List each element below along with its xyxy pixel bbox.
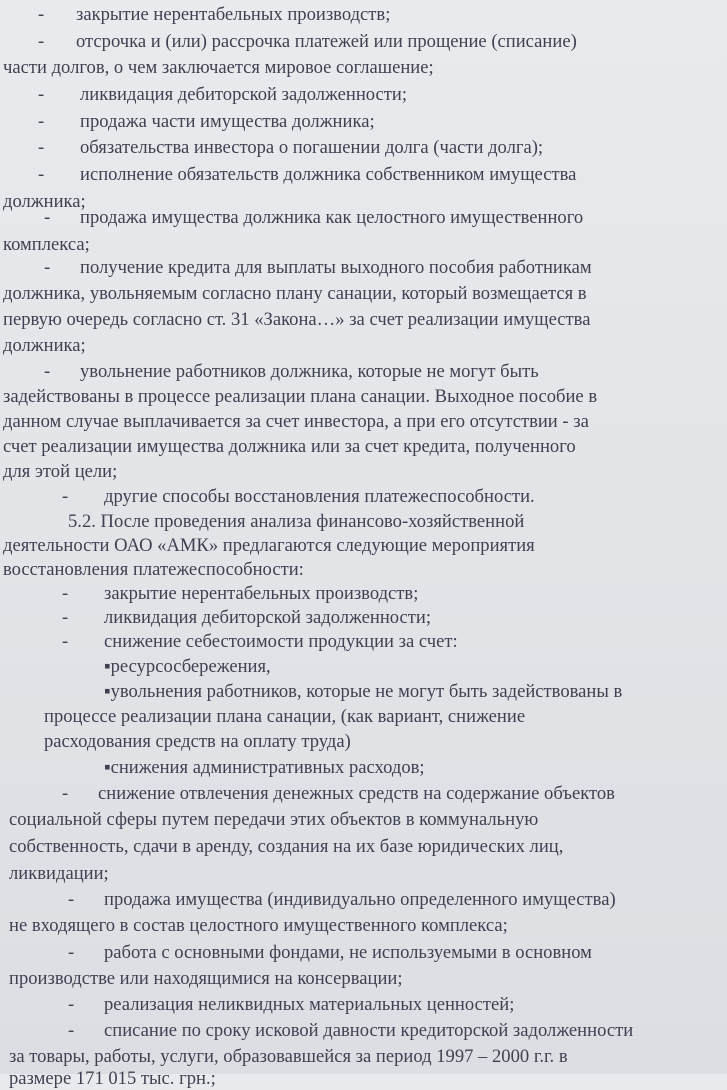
text-line: задействованы в процессе реализации плана санации. Выходное пособие в [3,386,598,407]
text-line: - закрытие нерентабельных производств; [62,583,419,604]
text-line: - отсрочка и (или) рассрочка платежей или прощение (списание) [38,31,577,52]
text-line: ликвидации; [9,863,109,884]
text-line: - продажа части имущества должника; [38,111,375,132]
text-line: - продажа имущества (индивидуально определенного имущества) [68,889,616,910]
text-line: - исполнение обязательств должника собственником имущества [38,164,577,185]
text-line: - увольнение работников должника, которые не могут быть [44,361,539,382]
text-line: части долгов, о чем заключается мировое соглашение; [3,57,434,78]
text-line: производстве или находящимися на консервации; [9,968,403,989]
text-line: - другие способы восстановления платежеспособности. [62,486,535,507]
text-line: процессе реализации плана санации, (как вариант, снижение [44,706,526,727]
text-line: должника; [3,191,86,212]
text-line: - обязательства инвестора о погашении долга (части долга); [38,137,544,158]
text-line: комплекса; [3,234,90,255]
text-line: данном случае выплачивается за счет инвестора, а при его отсутствии - за [3,411,589,432]
text-line: размере 171 015 тыс. грн.; [9,1068,216,1089]
text-line: - списание по сроку исковой давности кредиторской задолженности [68,1020,634,1041]
text-line: социальной сферы путем передачи этих объектов в коммунальную [9,809,539,830]
section-heading-line: 5.2. После проведения анализа финансово-хозяйственной [68,511,525,532]
text-line: для этой цели; [3,461,118,482]
text-line: - работа с основными фондами, не используемыми в основном [68,942,592,963]
text-line: - снижение отвлечения денежных средств на содержание объектов [62,783,615,804]
text-line: - снижение себестоимости продукции за счет: [62,631,458,652]
bullet-line: ▪снижения административных расходов; [104,757,425,778]
text-line: должника, увольняемым согласно плану санации, который возмещается в [3,283,587,304]
text-line: - ликвидация дебиторской задолженности; [38,84,408,105]
text-line: - реализация неликвидных материальных ценностей; [68,994,515,1015]
text-line: восстановления платежеспособности: [3,559,304,580]
text-line: расходования средств на оплату труда) [44,731,351,752]
text-line: - продажа имущества должника как целостного имущественного [44,207,584,228]
text-line: за товары, работы, услуги, образовавшейся за период 1997 – 2000 г.г. в [9,1046,568,1067]
text-line: деятельности ОАО «АМК» предлагаются следующие мероприятия [3,535,535,556]
text-line: собственность, сдачи в аренду, создания на их базе юридических лиц, [9,836,564,857]
text-line: - закрытие нерентабельных производств; [38,4,391,25]
text-line: счет реализации имущества должника или за счет кредита, полученного [3,436,576,457]
text-line: - ликвидация дебиторской задолженности; [62,607,432,628]
text-line: - получение кредита для выплаты выходного пособия работникам [44,257,592,278]
text-line: не входящего в состав целостного имущественного комплекса; [9,915,508,936]
text-line: должника; [3,335,86,356]
bullet-line: ▪увольнения работников, которые не могут быть задействованы в [104,681,623,702]
bullet-line: ▪ресурсосбережения, [104,656,271,677]
text-line: первую очередь согласно ст. 31 «Закона…» за счет реализации имущества [3,309,591,330]
